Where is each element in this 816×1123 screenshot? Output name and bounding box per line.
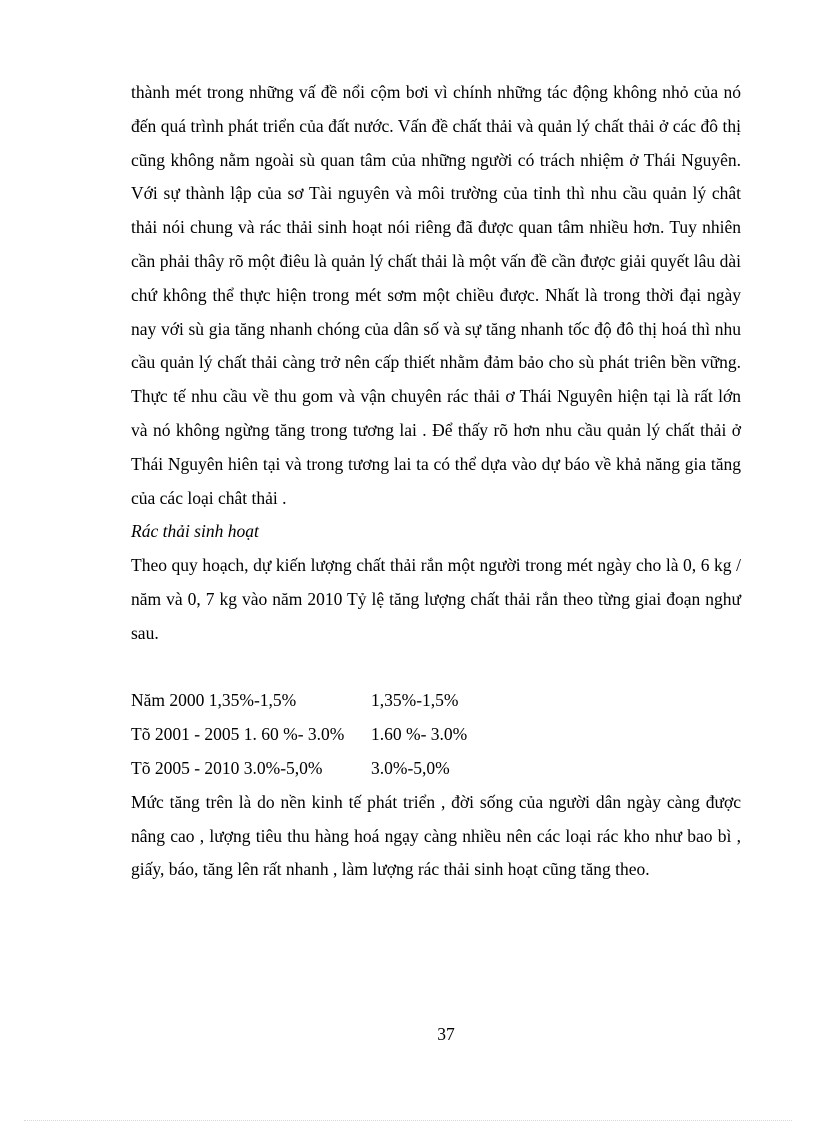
paragraph-conclusion: Mức tăng trên là do nền kinh tế phát triển , đời sống của người dân ngày càng được nâng cao , lượng tiêu thu hàng hoá ngạy càng nhiều nên các loại rác kho như bao bì , giấy, báo, tăng lên rất nhanh , làm lượng rác thải sinh hoạt cũng tăng theo.	[131, 791, 741, 880]
rate-value: 1,35%-1,5%	[371, 690, 459, 711]
rates-list	[131, 684, 741, 785]
rate-label: Năm 2000 1,35%-1,5%	[131, 690, 297, 711]
page-number: 37	[437, 1024, 455, 1044]
rate-label: Tõ 2001 - 2005 1. 60 %- 3.0%	[131, 724, 345, 745]
rate-row	[131, 684, 741, 718]
body-text	[131, 76, 741, 887]
rate-row	[131, 718, 741, 752]
section-heading: Rác thải sinh hoạt	[131, 521, 259, 542]
page-bottom-divider	[24, 1120, 792, 1121]
rate-value: 1.60 %- 3.0%	[371, 724, 468, 745]
blank-line	[131, 651, 741, 685]
rate-label: Tõ 2005 - 2010 3.0%-5,0%	[131, 757, 323, 778]
rate-row	[131, 752, 741, 786]
paragraph-waste-management: thành mét trong những vấ đề nổi cộm bơi vì chính những tác động không nhỏ của nó đến quá trình phát triển của đất nước. Vấn đề chất thải và quản lý chất thải ở các đô thị cũng không nằm ngoài sù quan tâm của những người có trách nhiệm ở Thái Nguyên. Với sự thành lập của sơ Tài nguyên và môi trường của tỉnh thì nhu cầu quản lý chât thải nói chung và rác thải sinh hoạt nói riêng đã được quan tâm nhiều hơn. Tuy nhiên cần phải thây rõ một điêu là quản lý chất thải là một vấn đề cần được giải quyết lâu dài chứ không thể thực hiện trong mét sơm một chiều được. Nhất là trong thời đại ngày nay với sù gia tăng nhanh chóng của dân số và sự tăng nhanh tốc độ đô thị hoá thì nhu cầu quản lý chất thải càng trở nên cấp thiết nhằm đảm bảo cho sù phát triên bền vững. Thực tế nhu cầu về thu gom và vận chuyên rác thải ơ Thái Nguyên hiện tại là rất lớn và nó không ngừng tăng trong tương lai . Để thấy rõ hơn nhu cầu quản lý chất thải ở Thái Nguyên hiên tại và trong tương lai ta có thể dựa vào dự báo về khả năng gia tăng của các loại chât thải .	[131, 82, 741, 508]
paragraph-intro: Theo quy hoạch, dự kiến lượng chất thải rắn một người trong mét ngày cho là 0, 6 kg / năm và 0, 7 kg vào năm 2010 Tỷ lệ tăng lượng chất thải rắn theo từng giai đoạn nghư sau.	[131, 555, 741, 643]
rate-value: 3.0%-5,0%	[371, 757, 450, 778]
